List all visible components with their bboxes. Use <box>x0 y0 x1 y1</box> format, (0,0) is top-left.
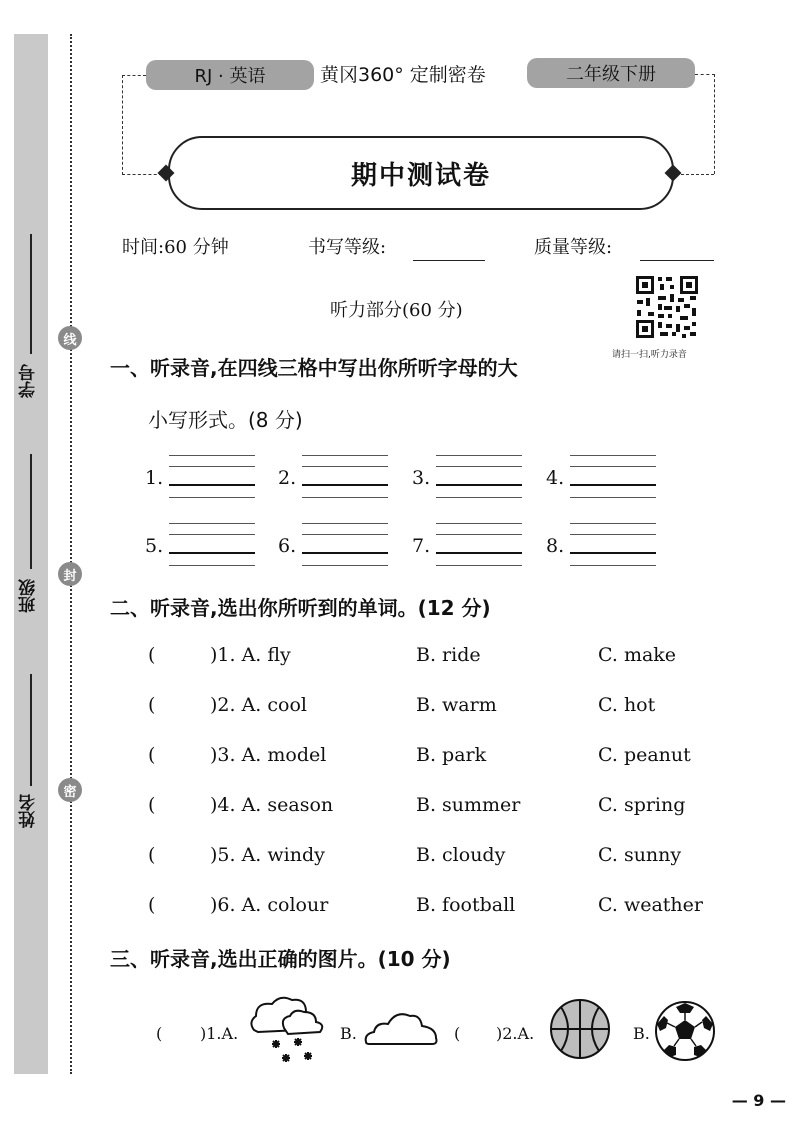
item-number: 6. <box>278 535 297 557</box>
basketball-icon[interactable] <box>549 998 611 1060</box>
answer-blank[interactable]: ( <box>148 794 156 816</box>
seal-char-feng: 封 <box>58 562 82 586</box>
header-dash <box>676 174 714 175</box>
item-number: 5. <box>145 535 164 557</box>
answer-blank[interactable]: ( <box>148 744 156 766</box>
option-b: B. park <box>416 744 487 766</box>
answer-blank[interactable]: ( <box>156 1024 163 1043</box>
option-b: B. cloudy <box>416 844 506 866</box>
option-b: B. warm <box>416 694 497 716</box>
student-id-line <box>30 234 32 354</box>
q2-option-a-label: )2.A. <box>496 1024 535 1043</box>
item-number: 7. <box>412 535 431 557</box>
answer-blank[interactable]: ( <box>148 644 156 666</box>
item-number: 4. <box>546 467 565 489</box>
option-c: C. weather <box>598 894 703 916</box>
seal-char-xian: 线 <box>58 326 82 350</box>
item-number: 2. <box>278 467 297 489</box>
writing-grade-blank[interactable] <box>413 260 485 261</box>
option-b: B. summer <box>416 794 521 816</box>
option-a: )4. A. season <box>210 794 334 816</box>
option-b: B. football <box>416 894 516 916</box>
grade-pill: 二年级下册 <box>527 58 695 88</box>
option-a: )6. A. colour <box>210 894 329 916</box>
header-dash <box>122 75 146 76</box>
option-c: C. spring <box>598 794 686 816</box>
section1-title-cont: 小写形式。(8 分) <box>148 408 303 432</box>
header-dash <box>122 174 162 175</box>
football-icon[interactable] <box>654 1000 716 1062</box>
answer-blank[interactable]: ( <box>148 844 156 866</box>
snowy-cloud-icon[interactable] <box>244 992 330 1078</box>
page-number: — 9 — <box>731 1091 786 1110</box>
series-title: 黄冈360° 定制密卷 <box>320 64 486 86</box>
cut-line <box>70 34 72 1074</box>
name-label: 姓名 <box>19 794 39 828</box>
answer-blank[interactable]: ( <box>148 694 156 716</box>
option-a: )2. A. cool <box>210 694 307 716</box>
header-dash <box>695 74 715 75</box>
option-c: C. peanut <box>598 744 691 766</box>
answer-blank[interactable]: ( <box>148 894 156 916</box>
option-a: )3. A. model <box>210 744 327 766</box>
section3-title: 三、听录音,选出正确的图片。(10 分) <box>110 947 451 971</box>
time-info: 时间:60 分钟 <box>122 237 229 258</box>
seal-char-mi: 密 <box>58 778 82 802</box>
class-label: 班级 <box>19 579 39 613</box>
qr-caption: 请扫一扫,听力录音 <box>612 350 687 360</box>
writing-grade-label: 书写等级: <box>308 237 387 258</box>
option-a: )5. A. windy <box>210 844 325 866</box>
option-a: )1. A. fly <box>210 644 291 666</box>
answer-blank[interactable]: ( <box>454 1024 461 1043</box>
q1-option-b-label: B. <box>340 1024 357 1043</box>
binding-strip <box>14 34 48 1074</box>
item-number: 3. <box>412 467 431 489</box>
section1-title: 一、听录音,在四线三格中写出你所听字母的大 <box>110 356 518 380</box>
quality-grade-label: 质量等级: <box>534 237 613 258</box>
student-id-label: 学号 <box>19 364 39 398</box>
option-c: C. hot <box>598 694 656 716</box>
option-c: C. sunny <box>598 844 682 866</box>
item-number: 1. <box>145 467 164 489</box>
quality-grade-blank[interactable] <box>640 260 714 261</box>
qr-code-icon[interactable] <box>634 274 700 340</box>
option-b: B. ride <box>416 644 481 666</box>
item-number: 8. <box>546 535 565 557</box>
class-line <box>30 454 32 569</box>
section2-title: 二、听录音,选出你所听到的单词。(12 分) <box>110 596 491 620</box>
edition-pill: RJ · 英语 <box>146 60 314 90</box>
header-dash <box>714 74 715 174</box>
cloud-icon[interactable] <box>362 1006 440 1048</box>
exam-title: 期中测试卷 <box>350 160 491 191</box>
q1-option-a-label: )1.A. <box>200 1024 239 1043</box>
q2-option-b-label: B. <box>633 1024 650 1043</box>
option-c: C. make <box>598 644 677 666</box>
name-line <box>30 674 32 786</box>
header-dash <box>122 75 123 175</box>
listening-heading: 听力部分(60 分) <box>330 300 463 321</box>
title-box <box>168 136 674 210</box>
